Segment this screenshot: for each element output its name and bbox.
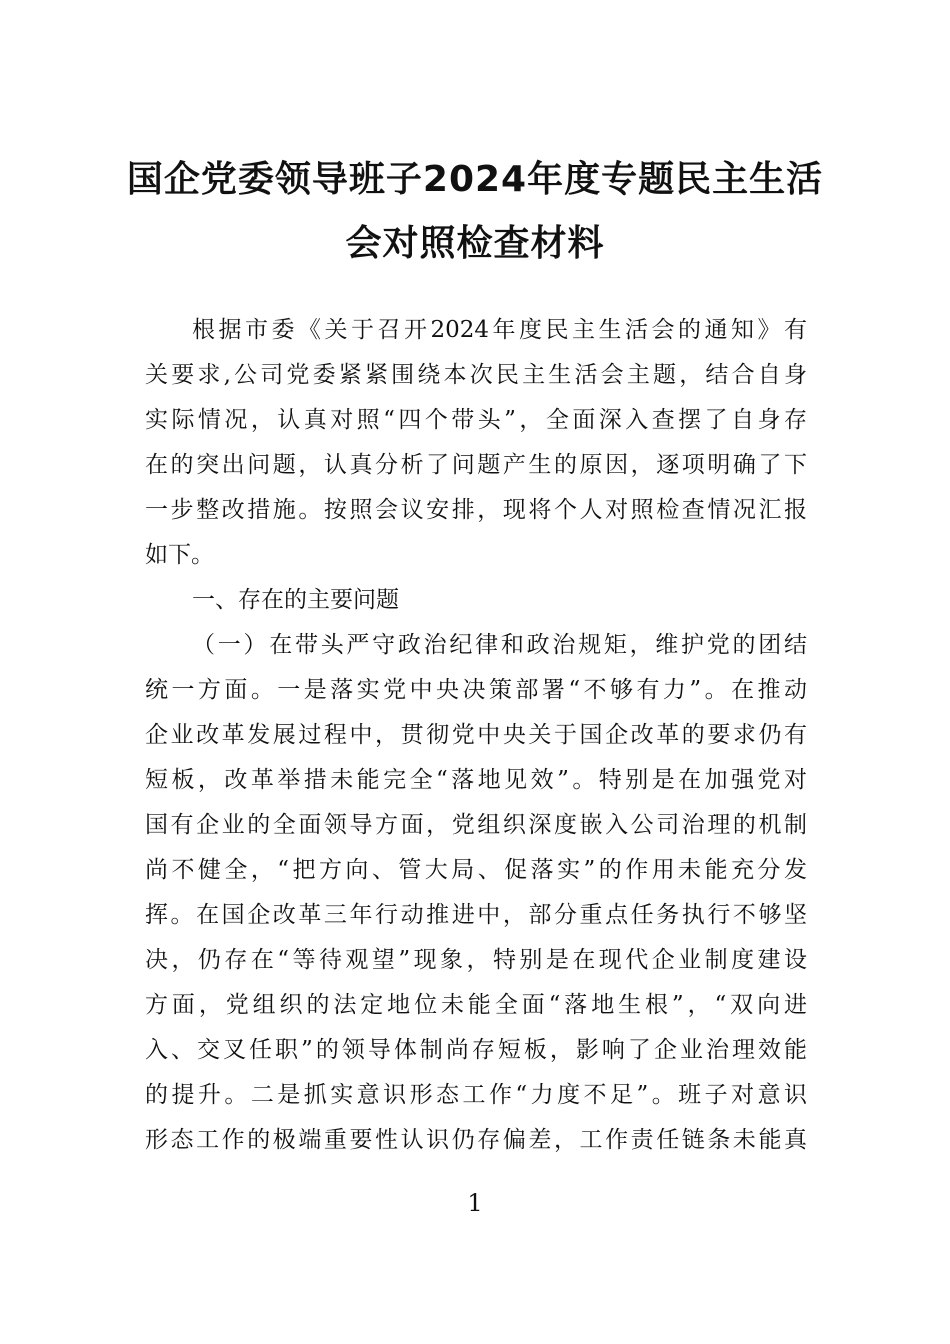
paragraph-line: 根据市委《关于召开2024年度民主生活会的通知》有 [192, 317, 807, 343]
paragraph-line: 统一方面。一是落实党中央决策部署“不够有力”。在推动 [145, 677, 807, 703]
paragraph-line: 如下。 [145, 542, 214, 568]
paragraph-line: 决，仍存在“等待观望”现象，特别是在现代企业制度建设 [145, 947, 807, 973]
paragraph-line: 形态工作的极端重要性认识仍存偏差，工作责任链条未能真 [145, 1127, 807, 1153]
paragraph-line: 企业改革发展过程中，贯彻党中央关于国企改革的要求仍有 [145, 722, 807, 748]
document-title-line-1: 国企党委领导班子2024年度专题民主生活 [126, 159, 824, 200]
paragraph-line: 关要求,公司党委紧紧围绕本次民主生活会主题，结合自身 [145, 362, 807, 388]
paragraph-line: 一步整改措施。按照会议安排，现将个人对照检查情况汇报 [145, 497, 807, 523]
page-number: 1 [467, 1189, 483, 1217]
paragraph-line: 方面，党组织的法定地位未能全面“落地生根”，“双向进 [145, 992, 807, 1018]
paragraph-line: 尚不健全，“把方向、管大局、促落实”的作用未能充分发 [145, 857, 807, 883]
paragraph-line: 实际情况，认真对照“四个带头”，全面深入查摆了自身存 [145, 407, 807, 433]
section-heading: 一、存在的主要问题 [192, 587, 399, 613]
paragraph-line: （一）在带头严守政治纪律和政治规矩，维护党的团结 [192, 632, 807, 658]
paragraph-line: 入、交叉任职”的领导体制尚存短板，影响了企业治理效能 [145, 1037, 807, 1063]
paragraph-line: 的提升。二是抓实意识形态工作“力度不足”。班子对意识 [145, 1082, 807, 1108]
paragraph-line: 国有企业的全面领导方面，党组织深度嵌入公司治理的机制 [145, 812, 807, 838]
paragraph-line: 在的突出问题，认真分析了问题产生的原因，逐项明确了下 [145, 452, 807, 478]
document-title-line-2: 会对照检查材料 [345, 223, 605, 264]
paragraph-line: 挥。在国企改革三年行动推进中，部分重点任务执行不够坚 [145, 902, 807, 928]
paragraph-line: 短板，改革举措未能完全“落地见效”。特别是在加强党对 [145, 767, 807, 793]
